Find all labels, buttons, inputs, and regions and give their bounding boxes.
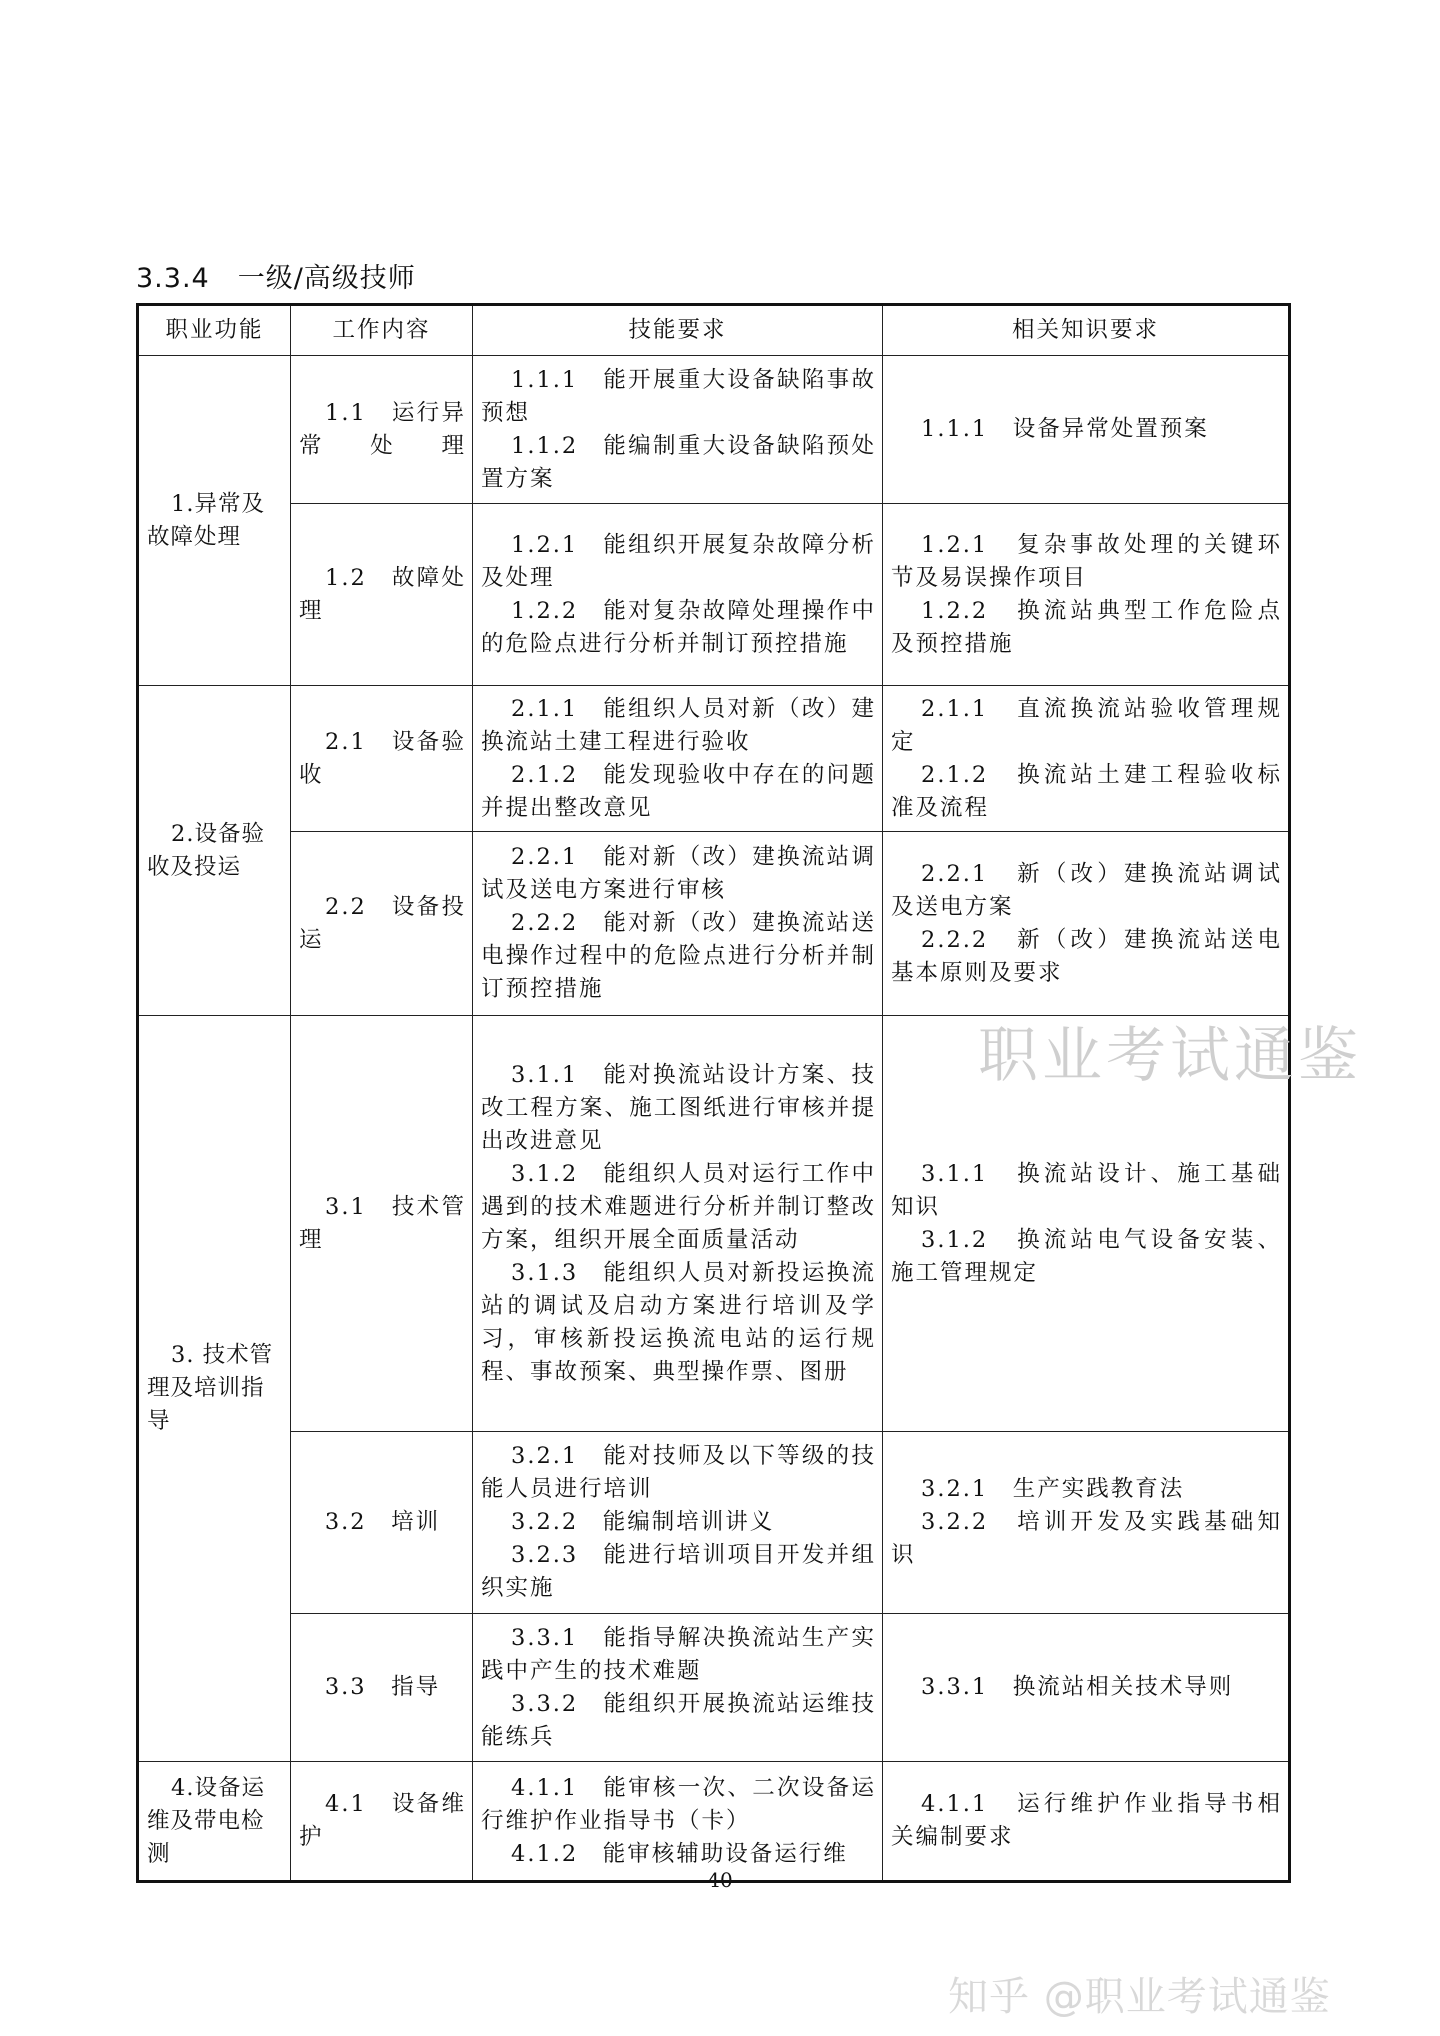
work-content-cell <box>291 1432 473 1614</box>
header-content: 工作内容 <box>291 305 473 356</box>
knowledge-item: 2.1.1 直流换流站验收管理规定 <box>891 695 1282 755</box>
skill-item: 3.2.2 能编制培训讲义 <box>511 1509 775 1535</box>
skill-item: 3.1.2 能组织人员对运行工作中遇到的技术难题进行分析并制订整改方案，组织开展全面质量活动 <box>481 1160 876 1253</box>
function-text: 3. 技术管理及培训指导 <box>147 1342 274 1434</box>
function-text: 1.异常及故障处理 <box>147 490 265 550</box>
skill-cell <box>473 504 883 686</box>
skill-item: 3.1.1 能对换流站设计方案、技改工程方案、施工图纸进行审核并提出改进意见 <box>481 1061 876 1154</box>
function-cell <box>138 1762 291 1882</box>
knowledge-item: 3.2.2 培训开发及实践基础知识 <box>891 1509 1282 1568</box>
knowledge-cell <box>883 832 1290 1016</box>
header-knowledge: 相关知识要求 <box>883 305 1290 356</box>
knowledge-cell <box>883 686 1290 832</box>
skill-item: 4.1.2 能审核辅助设备运行维 <box>511 1840 848 1867</box>
skill-item: 1.1.2 能编制重大设备缺陷预处置方案 <box>481 432 876 492</box>
table-row <box>138 356 1290 504</box>
knowledge-cell <box>883 356 1290 504</box>
function-text: 4.设备运维及带电检测 <box>147 1774 265 1867</box>
knowledge-item: 1.2.2 换流站典型工作危险点及预控措施 <box>891 597 1282 657</box>
work-content-text: 1.1 运行异常处理 <box>299 399 466 459</box>
knowledge-cell <box>883 504 1290 686</box>
knowledge-item: 1.1.1 设备异常处置预案 <box>921 416 1209 442</box>
knowledge-item: 1.2.1 复杂事故处理的关键环节及易误操作项目 <box>891 531 1282 591</box>
skill-item: 2.2.1 能对新（改）建换流站调试及送电方案进行审核 <box>481 844 876 903</box>
function-cell <box>138 686 291 1016</box>
work-content-cell <box>291 1762 473 1882</box>
skill-cell <box>473 1432 883 1614</box>
work-content-text: 4.1 设备维护 <box>299 1791 466 1850</box>
skill-item: 4.1.1 能审核一次、二次设备运行维护作业指导书（卡） <box>481 1774 876 1834</box>
work-content-cell <box>291 1016 473 1432</box>
work-content-cell <box>291 686 473 832</box>
knowledge-item: 3.3.1 换流站相关技术导则 <box>921 1674 1234 1700</box>
function-text: 2.设备验收及投运 <box>147 820 265 880</box>
knowledge-item: 4.1.1 运行维护作业指导书相关编制要求 <box>891 1791 1282 1850</box>
work-content-text: 1.2 故障处理 <box>299 564 466 624</box>
skill-cell <box>473 1762 883 1882</box>
knowledge-cell <box>883 1614 1290 1762</box>
work-content-text: 3.1 技术管理 <box>299 1193 466 1253</box>
skill-cell <box>473 1614 883 1762</box>
knowledge-item: 3.2.1 生产实践教育法 <box>921 1476 1185 1502</box>
knowledge-cell <box>883 1762 1290 1882</box>
table-row <box>138 686 1290 832</box>
table-row <box>138 1762 1290 1882</box>
work-content-cell <box>291 832 473 1016</box>
watermark: 职业考试通鉴 <box>978 1021 1362 1091</box>
skill-item: 3.2.1 能对技师及以下等级的技能人员进行培训 <box>481 1443 876 1502</box>
table-row <box>138 504 1290 686</box>
function-cell <box>138 1016 291 1762</box>
skill-cell <box>473 686 883 832</box>
work-content-cell <box>291 1614 473 1762</box>
work-content-cell <box>291 356 473 504</box>
work-content-text: 3.2 培训 <box>324 1509 441 1535</box>
skill-item: 1.2.2 能对复杂故障处理操作中的危险点进行分析并制订预控措施 <box>481 597 876 657</box>
table-header-row <box>138 305 1290 356</box>
skill-cell <box>473 356 883 504</box>
knowledge-cell <box>883 1432 1290 1614</box>
skill-item: 3.2.3 能进行培训项目开发并组织实施 <box>481 1542 876 1601</box>
skill-item: 3.3.2 能组织开展换流站运维技能练兵 <box>481 1690 876 1750</box>
header-skills: 技能要求 <box>473 305 883 356</box>
skill-item: 2.1.1 能组织人员对新（改）建换流站土建工程进行验收 <box>481 695 876 755</box>
table-row <box>138 1432 1290 1614</box>
knowledge-item: 3.1.2 换流站电气设备安装、施工管理规定 <box>891 1226 1282 1286</box>
skill-item: 2.1.2 能发现验收中存在的问题并提出整改意见 <box>481 761 876 821</box>
skill-item: 1.2.1 能组织开展复杂故障分析及处理 <box>481 531 876 591</box>
section-title: 3.3.4 一级/高级技师 <box>136 263 416 294</box>
skill-item: 1.1.1 能开展重大设备缺陷事故预想 <box>481 366 876 426</box>
skill-cell <box>473 1016 883 1432</box>
skill-item: 2.2.2 能对新（改）建换流站送电操作过程中的危险点进行分析并制订预控措施 <box>481 910 876 1002</box>
work-content-text: 2.2 设备投运 <box>299 893 466 953</box>
header-function: 职业功能 <box>138 305 291 356</box>
knowledge-item: 3.1.1 换流站设计、施工基础知识 <box>891 1160 1282 1220</box>
table-row <box>138 1614 1290 1762</box>
table-body <box>138 356 1290 1882</box>
page-number: 40 <box>707 1868 733 1892</box>
table-row <box>138 832 1290 1016</box>
knowledge-item: 2.2.1 新（改）建换流站调试及送电方案 <box>891 860 1282 920</box>
function-cell <box>138 356 291 686</box>
knowledge-item: 2.1.2 换流站土建工程验收标准及流程 <box>891 761 1282 821</box>
skill-item: 3.1.3 能组织人员对新投运换流站的调试及启动方案进行培训及学习，审核新投运换流电站的运行规程、事故预案、典型操作票、图册 <box>481 1259 876 1385</box>
skill-item: 3.3.1 能指导解决换流站生产实践中产生的技术难题 <box>481 1624 876 1684</box>
knowledge-item: 2.2.2 新（改）建换流站送电基本原则及要求 <box>891 926 1282 986</box>
work-content-text: 2.1 设备验收 <box>299 728 466 788</box>
work-content-text: 3.3 指导 <box>324 1674 441 1700</box>
footer-watermark: 知乎 @职业考试通鉴 <box>948 1974 1331 2020</box>
skill-cell <box>473 832 883 1016</box>
work-content-cell <box>291 504 473 686</box>
